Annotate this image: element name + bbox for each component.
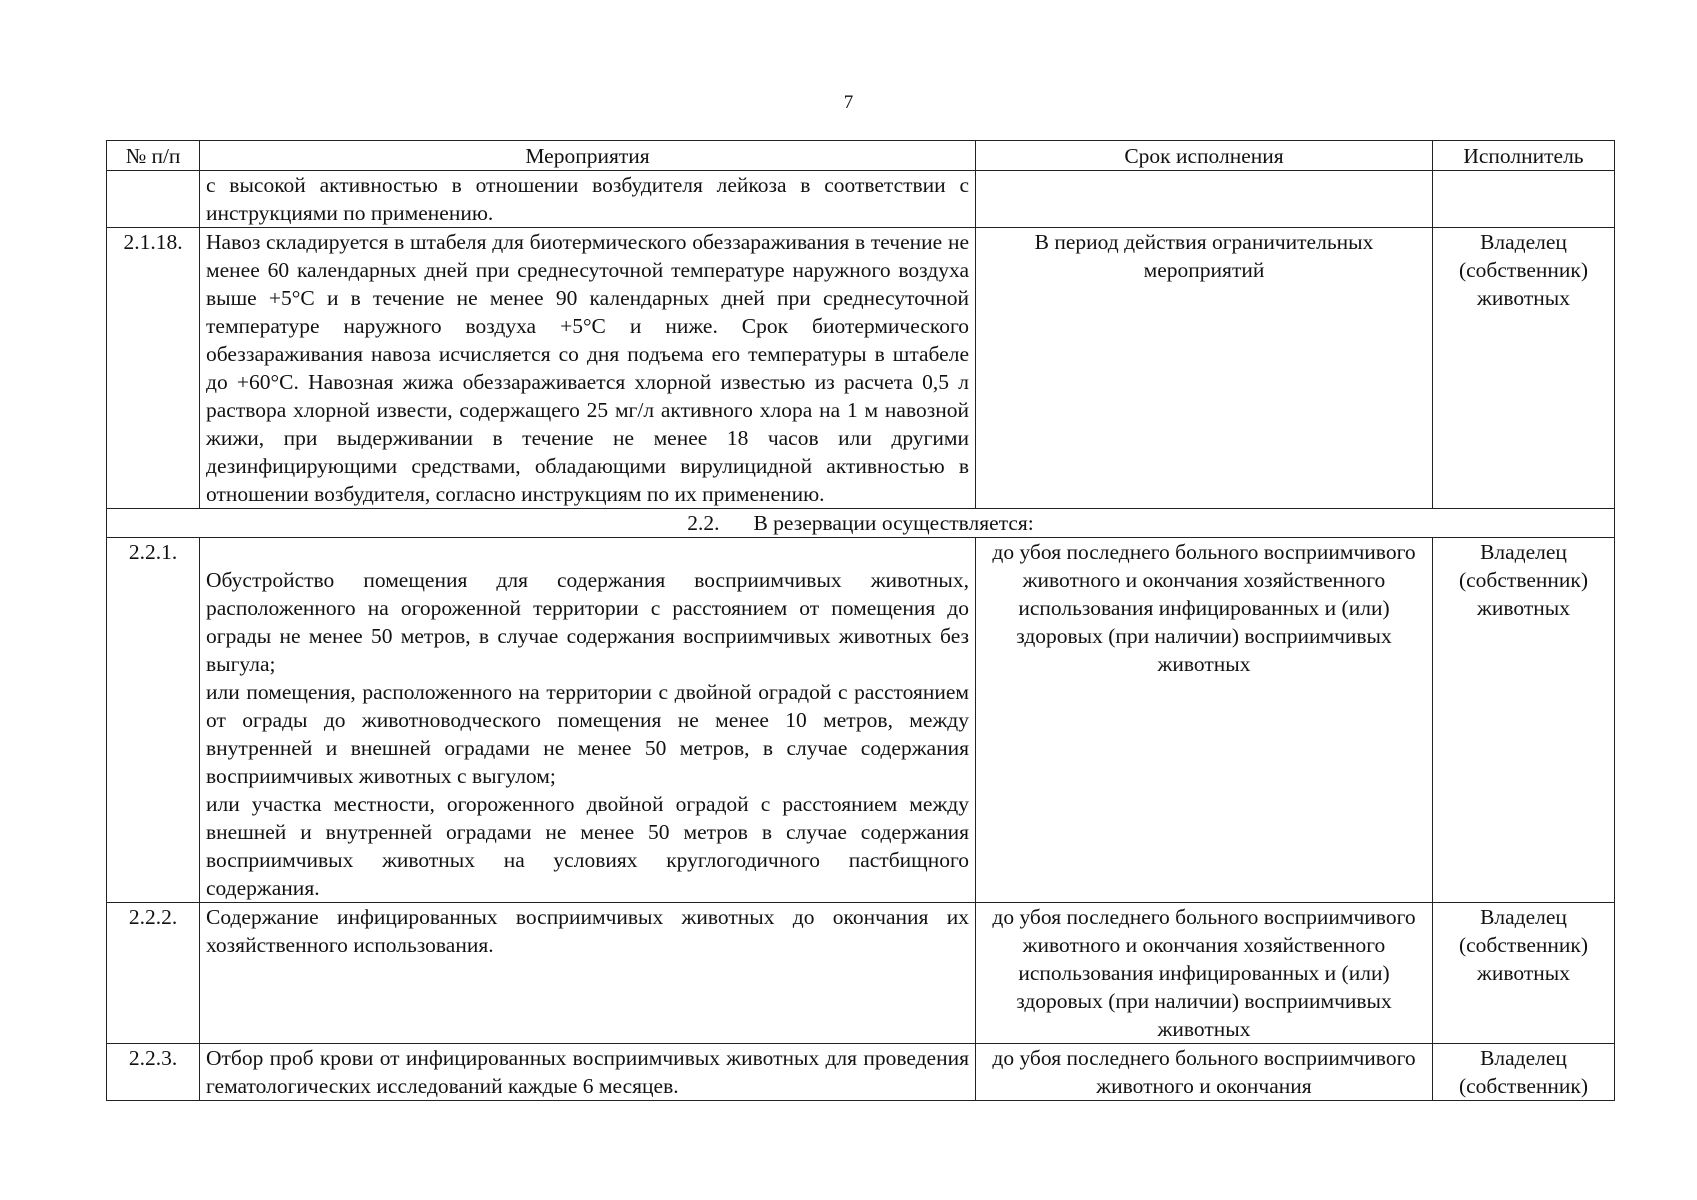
measures-table (106, 140, 1615, 1101)
section-title: В резервации осуществляется: (753, 511, 1034, 535)
header-measure: Мероприятия (200, 141, 976, 171)
cell-measure: с высокой активностью в отношении возбудителя лейкоза в соответствии с инструкциями по применению. (200, 171, 976, 228)
cell-num (107, 171, 200, 228)
measure-paragraph: или помещения, расположенного на территории с двойной оградой с расстоянием от ограды до животноводческого помещения не менее 10 метров, между внутренней и внешней оградами не менее 50 метров, в случае содержания восприимчивых животных с выгулом; (206, 680, 969, 788)
page-number: 7 (843, 92, 854, 113)
cell-num: 2.1.18. (107, 228, 200, 509)
cell-deadline (976, 171, 1433, 228)
section-row (107, 509, 1615, 538)
cell-num: 2.2.3. (107, 1044, 200, 1101)
cell-measure: Содержание инфицированных восприимчивых животных до окончания их хозяйственного использования. (200, 903, 976, 1044)
section-number: 2.2. (687, 511, 720, 535)
header-num: № п/п (107, 141, 200, 171)
table-header-row (107, 141, 1615, 171)
cell-executor: Владелец (собственник) (1433, 1044, 1615, 1101)
cell-executor: Владелец (собственник) животных (1433, 228, 1615, 509)
cell-executor: Владелец (собственник) животных (1433, 538, 1615, 903)
table-row (107, 903, 1615, 1044)
cell-deadline: В период действия ограничительных мероприятий (976, 228, 1433, 509)
cell-executor: Владелец (собственник) животных (1433, 903, 1615, 1044)
section-heading (107, 509, 1615, 538)
table-row (107, 228, 1615, 509)
header-deadline: Срок исполнения (976, 141, 1433, 171)
blank-line (206, 538, 969, 566)
cell-measure: Отбор проб крови от инфицированных восприимчивых животных для проведения гематологических исследований каждые 6 месяцев. (200, 1044, 976, 1101)
cell-measure (200, 538, 976, 903)
cell-deadline: до убоя последнего больного восприимчивого животного и окончания хозяйственного использования инфицированных и (или) здоровых (при наличии) восприимчивых животных (976, 903, 1433, 1044)
cell-measure: Навоз складируется в штабеля для биотермического обеззараживания в течение не менее 60 календарных дней при среднесуточной температуре наружного воздуха выше +5°С и в течение не менее 90 календарных дней при среднесуточной температуре наружного воздуха +5°С и ниже. Срок биотермического обеззараживания навоза исчисляется со дня подъема его температуры в штабеле до +60°С. Навозная жижа обеззараживается хлорной известью из расчета 0,5 л раствора хлорной извести, содержащего 25 мг/л активного хлора на 1 м навозной жижи, при выдерживании в течение не менее 18 часов или другими дезинфицирующими средствами, обладающими вирулицидной активностью в отношении возбудителя, согласно инструкциям по их применению. (200, 228, 976, 509)
cell-executor (1433, 171, 1615, 228)
table-row (107, 538, 1615, 903)
cell-num: 2.2.2. (107, 903, 200, 1044)
cell-deadline: до убоя последнего больного восприимчивого животного и окончания (976, 1044, 1433, 1101)
header-executor: Исполнитель (1433, 141, 1615, 171)
measure-paragraph: или участка местности, огороженного двойной оградой с расстоянием между внешней и внутренней оградами не менее 50 метров в случае содержания восприимчивых животных на условиях круглогодичного пастбищного содержания. (206, 792, 969, 900)
table-row (107, 171, 1615, 228)
cell-deadline: до убоя последнего больного восприимчивого животного и окончания хозяйственного использования инфицированных и (или) здоровых (при наличии) восприимчивых животных (976, 538, 1433, 903)
table-row (107, 1044, 1615, 1101)
cell-num: 2.2.1. (107, 538, 200, 903)
measure-paragraph: Обустройство помещения для содержания восприимчивых животных, расположенного на огороженной территории с расстоянием от помещения до ограды не менее 50 метров, в случае содержания восприимчивых животных без выгула; (206, 568, 969, 676)
